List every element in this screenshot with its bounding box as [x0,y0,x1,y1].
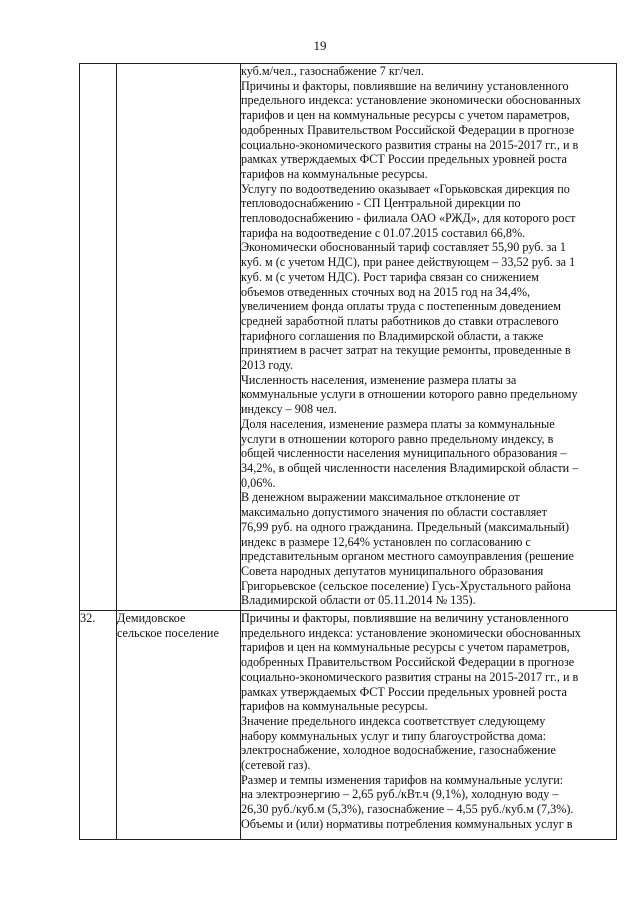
text-line: принятием в расчет затрат на текущие ремонты, проведенные в [241,343,571,358]
text-line: индекс в размере 12,64% установлен по согласованию с [241,534,531,549]
text-line: услуги в отношении которого равно предельному индексу, в [241,431,554,446]
text-line: куб.м/чел., газоснабжение 7 кг/чел. [241,64,424,78]
description-cell [241,64,617,611]
text-line: тарифов и цен на коммунальные ресурсы с учетом параметров, [241,640,570,655]
text-line: тарифа на водоотведение с 01.07.2015 составил 66,8%. [241,225,526,240]
text-line: Услугу по водоотведению оказывает «Горьковская дирекция по [241,181,570,196]
text-line: объемов отведенных сточных вод на 2015 год на 34,4%, [241,284,531,299]
text-line: Григорьевское (сельское поселение) Гусь-Хрустального района [241,578,571,593]
text-line: Значение предельного индекса соответствует следующему [241,713,546,728]
text-line: тепловодоснабжению - филиала ОАО «РЖД», для которого рост [241,211,576,226]
text-line: сельское поселение [117,625,219,640]
text-line: 34,2%, в общей численности населения Владимирской области – [241,460,579,475]
row-number: 32. [80,611,96,625]
text-line: одобренных Правительством Российской Федерации в прогнозе [241,655,575,670]
text-line: Причины и факторы, повлиявшие на величину установленного [241,611,569,625]
text-line: Объемы и (или) нормативы потребления коммунальных услуг в [241,816,573,831]
text-line: 0,06%. [241,475,276,490]
text-line: Размер и темпы изменения тарифов на коммунальные услуги: [241,772,564,787]
text-line: социально-экономического развития страны на 2015-2017 гг., и в [241,137,579,152]
text-line: Владимирской области от 05.11.2014 № 135). [241,593,476,608]
municipal-index-table [79,63,617,840]
row-number-cell [80,611,117,840]
text-line: (сетевой газ). [241,758,311,773]
text-line: коммунальные услуги в отношении которого равно предельному [241,387,578,402]
text-line: Причины и факторы, повлиявшие на величину установленного [241,78,569,93]
text-line: тарифов на коммунальные ресурсы. [241,699,428,714]
text-line: Совета народных депутатов муниципального образования [241,563,544,578]
text-line: 26,30 руб./куб.м (5,3%), газоснабжение – 4,55 руб./куб.м (7,3%). [241,802,574,817]
text-line: индексу – 908 чел. [241,402,337,417]
text-line: куб. м (с учетом НДС), при ранее действующем – 33,52 руб. за 1 [241,255,576,270]
text-line: набору коммунальных услуг и типу благоустройства дома: [241,728,546,743]
page-number: 19 [313,38,327,53]
description-cell [241,611,617,840]
text-line: тарифов и цен на коммунальные ресурсы с учетом параметров, [241,108,570,123]
text-line: максимально допустимого значения по области составляет [241,505,547,520]
text-line: увеличением фонда оплаты труда с постепенным доведением [241,299,561,314]
municipality-name-cell [117,611,241,840]
text-line: Доля населения, изменение размера платы за коммунальные [241,416,555,431]
text-line: предельного индекса: установление экономически обоснованных [241,625,581,640]
text-line: на электроэнергию – 2,65 руб./кВт.ч (9,1%), холодную воду – [241,787,559,802]
table-row [80,611,617,840]
text-line: куб. м (с учетом НДС). Рост тарифа связан со снижением [241,269,539,284]
text-line: социально-экономического развития страны на 2015-2017 гг., и в [241,669,579,684]
text-line: Экономически обоснованный тариф составляет 55,90 руб. за 1 [241,240,566,255]
text-line: средней заработной платы работников до ставки отраслевого [241,313,559,328]
text-line: предельного индекса: установление экономически обоснованных [241,93,581,108]
text-line: рамках утверждаемых ФСТ России предельных уровней роста [241,152,567,167]
text-line: 2013 году. [241,358,293,373]
text-line: тарифного соглашения по Владимирской области, а также [241,328,544,343]
text-line: рамках утверждаемых ФСТ России предельных уровней роста [241,684,567,699]
text-line: тепловодоснабжению - СП Центральной дирекции по [241,196,521,211]
text-line: Численность населения, изменение размера платы за [241,372,517,387]
table-row [80,64,617,611]
row-number-cell [80,64,117,611]
text-line: электроснабжение, холодное водоснабжение, газоснабжение [241,743,556,758]
text-line: В денежном выражении максимальное отклонение от [241,490,520,505]
text-line: представительным органом местного самоуправления (решение [241,549,574,564]
text-line: одобренных Правительством Российской Федерации в прогнозе [241,122,575,137]
municipality-name-cell [117,64,241,611]
text-line: 76,99 руб. на одного гражданина. Предельный (максимальный) [241,519,570,534]
text-line: Демидовское [117,611,186,625]
text-line: общей численности населения муниципального образования – [241,446,567,461]
text-line: тарифов на коммунальные ресурсы. [241,166,428,181]
